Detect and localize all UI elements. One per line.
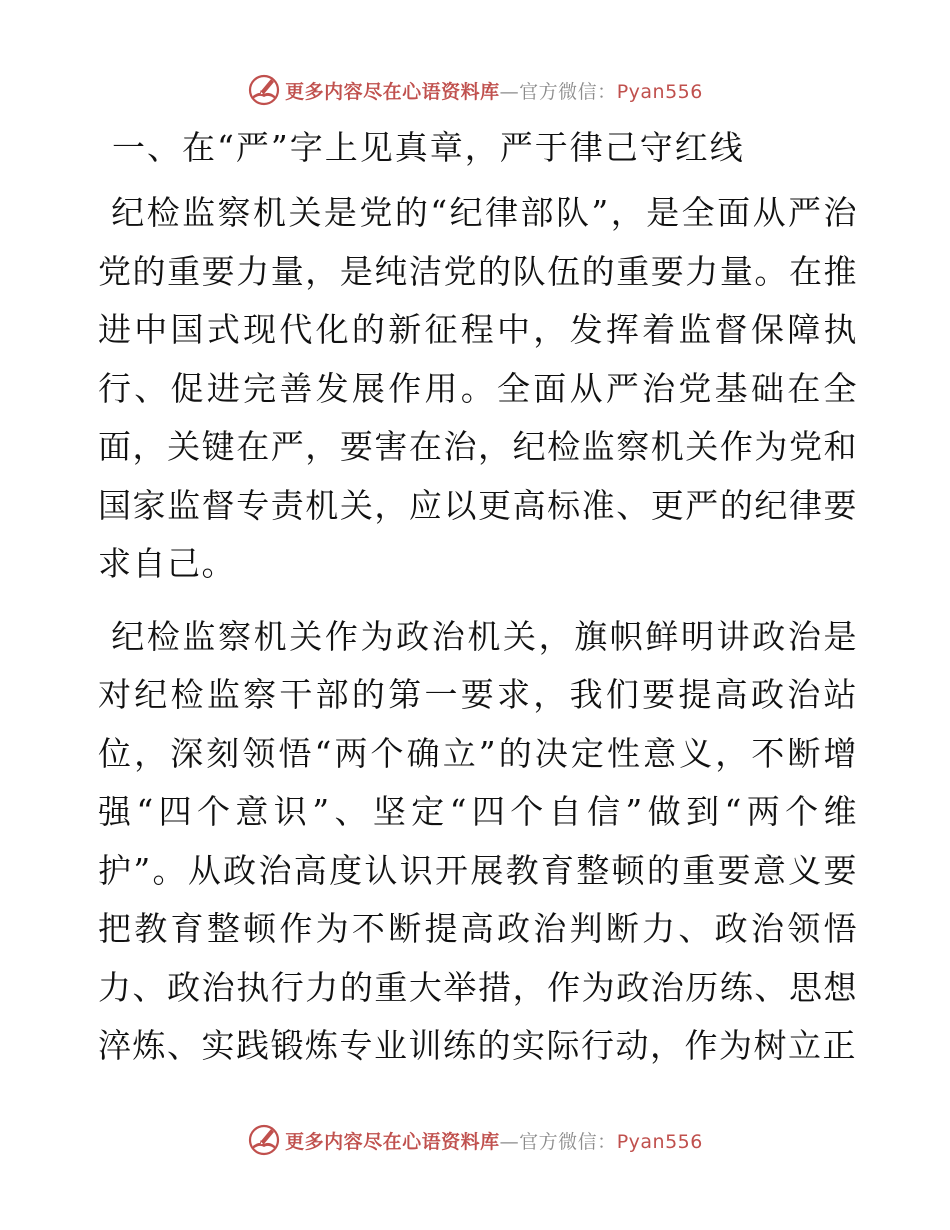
watermark-text bbox=[285, 1127, 703, 1154]
watermark-banner-bottom bbox=[0, 1120, 950, 1160]
watermark-wechat-id: Pyan556 bbox=[616, 1130, 703, 1153]
paragraph-2: 纪检监察机关作为政治机关，旗帜鲜明讲政治是对纪检监察干部的第一要求，我们要提高政治站位，深刻领悟“两个确立”的决定性意义，不断增强“四个意识”、坚定“四个自信”做到“两个维护”。从政治高度认识开展教育整顿的重要意义要把教育整顿作为不断提高政治判断力、政治领悟力、政治执行力的重大举措，作为政治历练、思想淬炼、实践锻炼专业训练的实际行动，作为树立正 bbox=[98, 616, 858, 1065]
pen-book-logo-icon bbox=[247, 73, 281, 107]
watermark-banner-top bbox=[0, 70, 950, 110]
pen-book-logo-icon bbox=[247, 1123, 281, 1157]
watermark-site-name: 更多内容尽在心语资料库 bbox=[285, 1130, 500, 1153]
paragraph-1: 纪检监察机关是党的“纪律部队”，是全面从严治党的重要力量，是纯洁党的队伍的重要力量。在推进中国式现代化的新征程中，发挥着监督保障执行、促进完善发展作用。全面从严治党基础在全面，关键在严，要害在治，纪检监察机关作为党和国家监督专责机关，应以更高标准、更严的纪律要求自己。 bbox=[98, 193, 858, 583]
section-heading: 一、在“严”字上见真章，严于律己守红线 bbox=[112, 128, 745, 167]
watermark-site-name: 更多内容尽在心语资料库 bbox=[285, 80, 500, 103]
watermark-wechat-label: 官方微信： bbox=[519, 1130, 617, 1153]
watermark-wechat-id: Pyan556 bbox=[616, 80, 703, 103]
watermark-wechat-label: 官方微信： bbox=[519, 80, 617, 103]
watermark-separator: — bbox=[499, 1130, 520, 1153]
watermark-text bbox=[285, 77, 703, 104]
watermark-separator: — bbox=[499, 80, 520, 103]
document-body bbox=[98, 122, 858, 1090]
